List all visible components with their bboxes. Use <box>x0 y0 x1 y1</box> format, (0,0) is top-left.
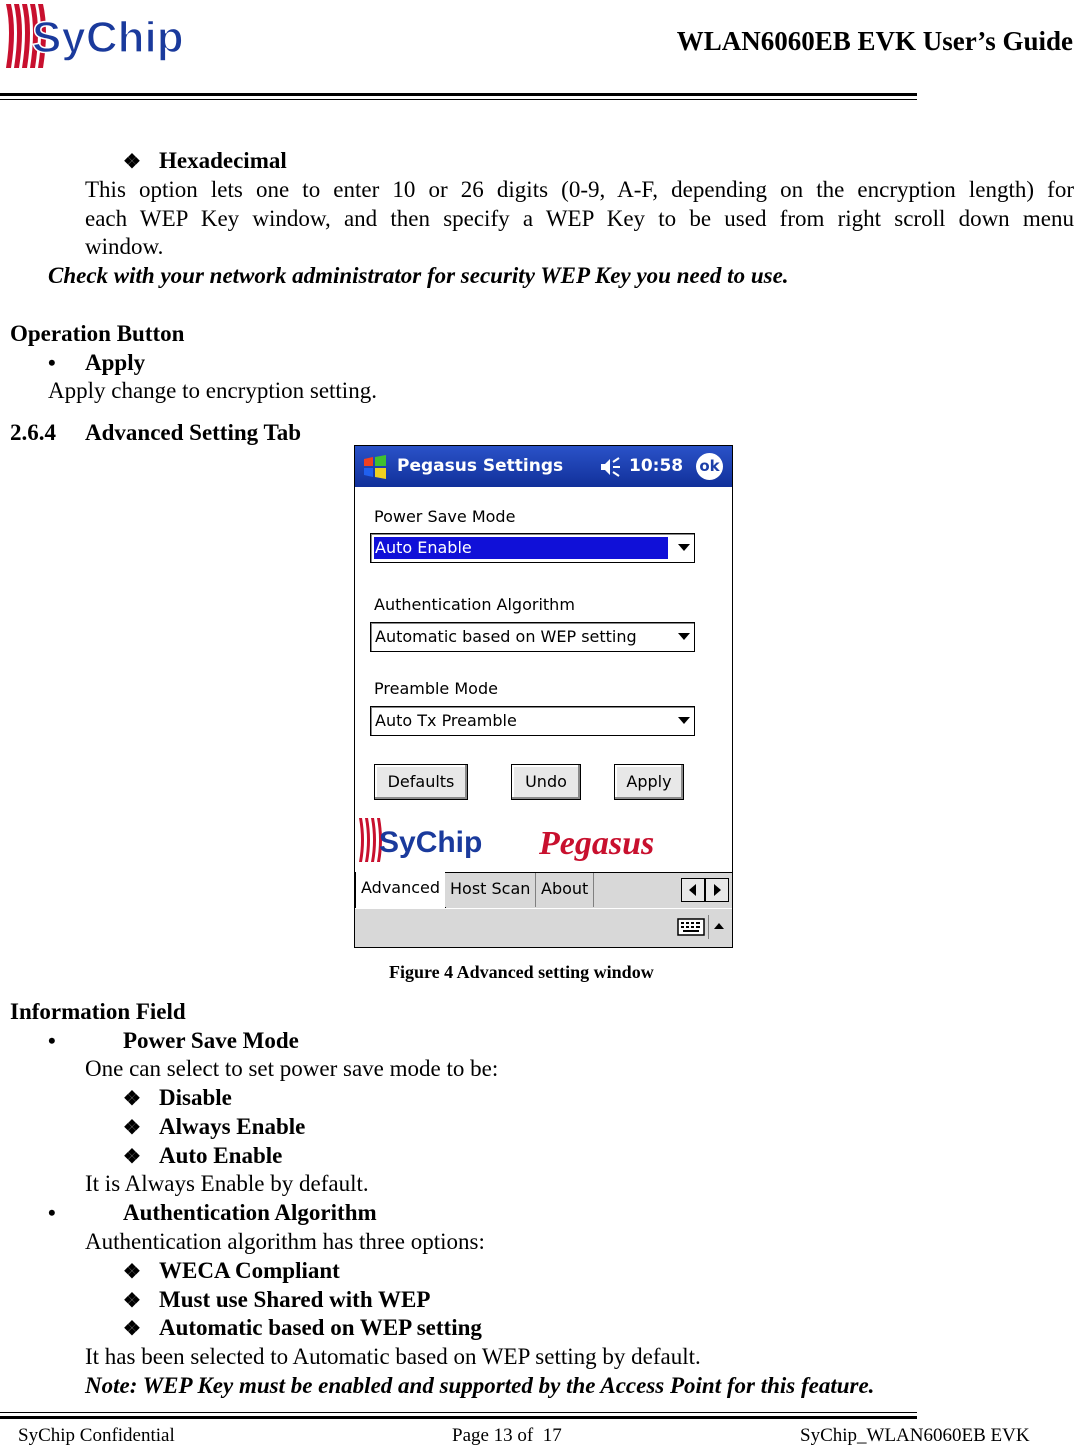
power-option-2: ❖ Always Enable <box>123 1112 305 1143</box>
device-app-title: Pegasus Settings <box>397 456 564 476</box>
power-option-3: ❖ Auto Enable <box>123 1141 282 1172</box>
auth-algorithm-select[interactable] <box>370 622 695 652</box>
diamond-bullet-icon: ❖ <box>123 1261 141 1283</box>
header-rule-thin <box>0 99 917 100</box>
preamble-mode-label: Preamble Mode <box>374 679 498 698</box>
auth-desc: Authentication algorithm has three options: <box>85 1229 485 1254</box>
device-clock[interactable]: 10:58 <box>629 456 684 476</box>
bullet-icon: • <box>48 1200 56 1225</box>
auth-item: • Authentication Algorithm <box>48 1200 377 1225</box>
footer-rule-thin <box>0 1412 917 1413</box>
input-method-arrow-icon[interactable] <box>708 915 729 939</box>
device-input-bar <box>355 908 732 948</box>
svg-text:SyChip: SyChip <box>379 826 483 859</box>
svg-text:SyChip: SyChip <box>32 13 184 62</box>
info-heading: Information Field <box>10 999 186 1024</box>
keyboard-icon[interactable] <box>677 917 705 937</box>
defaults-button[interactable]: Defaults <box>374 764 468 800</box>
hex-heading: ❖ Hexadecimal <box>123 146 287 177</box>
auth-algorithm-value: Automatic based on WEP setting <box>375 627 637 646</box>
dropdown-arrow-icon[interactable] <box>678 633 690 640</box>
tab-advanced[interactable]: Advanced <box>355 872 446 908</box>
tab-host-scan[interactable]: Host Scan <box>445 873 536 907</box>
auth-algorithm-label: Authentication Algorithm <box>374 595 575 614</box>
hex-line-2: each WEP Key window, and then specify a WEP Key to be used from right scroll down menu <box>85 206 1074 231</box>
hex-note: Check with your network administrator for security WEP Key you need to use. <box>48 263 789 288</box>
diamond-bullet-icon: ❖ <box>123 151 141 173</box>
auth-note: Note: WEP Key must be enabled and supported by the Access Point for this feature. <box>85 1373 875 1398</box>
sychip-logo-icon <box>2 0 227 72</box>
document-title: WLAN6060EB EVK User’s Guide <box>676 26 1073 56</box>
diamond-bullet-icon: ❖ <box>123 1318 141 1340</box>
hex-line-3: window. <box>85 234 164 259</box>
footer-left: SyChip Confidential <box>18 1425 175 1446</box>
page-number: Page 13 of 17 <box>452 1425 562 1446</box>
footer-right: SyChip_WLAN6060EB EVK <box>800 1425 1030 1446</box>
diamond-bullet-icon: ❖ <box>123 1146 141 1168</box>
power-save-value: Auto Enable <box>374 537 668 559</box>
device-tab-bar <box>355 872 732 908</box>
arrow-right-icon <box>706 879 728 901</box>
preamble-mode-select[interactable] <box>370 706 695 736</box>
operation-heading: Operation Button <box>10 321 185 346</box>
operation-item: • Apply <box>48 350 146 375</box>
auth-option-3: ❖ Automatic based on WEP setting <box>123 1313 482 1344</box>
bullet-icon: • <box>48 1028 56 1053</box>
dropdown-arrow-icon[interactable] <box>678 717 690 724</box>
apply-button[interactable]: Apply <box>614 764 684 800</box>
diamond-bullet-icon: ❖ <box>123 1117 141 1139</box>
diamond-bullet-icon: ❖ <box>123 1088 141 1110</box>
arrow-left-icon <box>682 879 704 901</box>
pegasus-brand-logo <box>355 814 732 866</box>
diamond-bullet-icon: ❖ <box>123 1290 141 1312</box>
tab-scroll-right-button[interactable] <box>705 878 729 902</box>
bullet-icon: • <box>48 350 56 375</box>
auth-option-2: ❖ Must use Shared with WEP <box>123 1285 430 1316</box>
auth-default: It has been selected to Automatic based on WEP setting by default. <box>85 1344 701 1369</box>
section-title: Advanced Setting Tab <box>85 420 302 445</box>
windows-start-icon[interactable] <box>361 453 389 481</box>
section-number: 2.6.4 <box>10 420 56 445</box>
ok-button[interactable]: ok <box>696 453 723 480</box>
svg-text:Pegasus: Pegasus <box>539 825 655 862</box>
power-save-item: • Power Save Mode <box>48 1028 299 1053</box>
device-screenshot <box>354 445 733 948</box>
undo-button[interactable]: Undo <box>511 764 581 800</box>
power-save-default: It is Always Enable by default. <box>85 1171 369 1196</box>
power-save-desc: One can select to set power save mode to be: <box>85 1056 499 1081</box>
device-title-bar <box>355 446 732 487</box>
tab-about[interactable]: About <box>536 873 594 907</box>
footer-rule-thick <box>0 1416 917 1419</box>
hex-line-1: This option lets one to enter 10 or 26 digits (0-9, A-F, depending on the encryption length) for <box>85 177 1074 202</box>
dropdown-arrow-icon[interactable] <box>678 544 690 551</box>
sychip-logo <box>2 0 227 72</box>
speaker-icon[interactable] <box>599 457 623 477</box>
header-rule-thick <box>0 93 917 96</box>
operation-desc: Apply change to encryption setting. <box>48 378 377 403</box>
tab-scroll-left-button[interactable] <box>681 878 705 902</box>
power-save-select[interactable] <box>370 533 695 563</box>
auth-option-1: ❖ WECA Compliant <box>123 1256 340 1287</box>
preamble-mode-value: Auto Tx Preamble <box>375 711 517 730</box>
figure-caption: Figure 4 Advanced setting window <box>389 962 654 982</box>
power-option-1: ❖ Disable <box>123 1083 232 1114</box>
power-save-label: Power Save Mode <box>374 507 516 526</box>
